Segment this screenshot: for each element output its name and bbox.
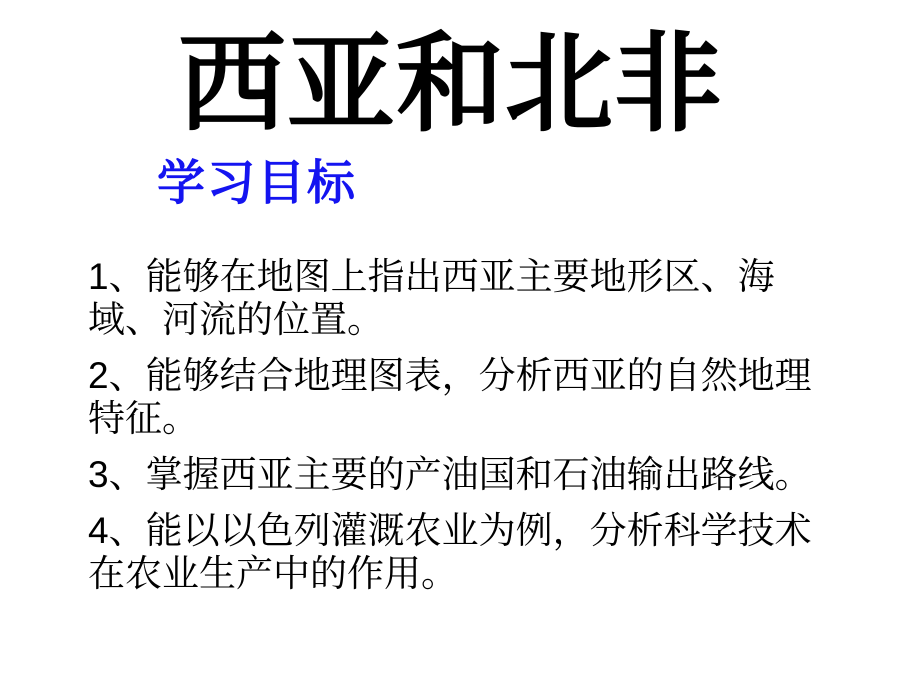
slide-subtitle: 学习目标 bbox=[157, 157, 358, 210]
slide-title: 西亚和北非 bbox=[178, 26, 724, 145]
objective-item-2: 2、能够结合地理图表，分析西亚的自然地理特征。 bbox=[88, 355, 812, 439]
objective-item-3: 3、掌握西亚主要的产油国和石油输出路线。 bbox=[88, 454, 812, 495]
objective-item-1: 1、能够在地图上指出西亚主要地形区、海域、河流的位置。 bbox=[88, 256, 775, 340]
objectives-list bbox=[88, 255, 836, 608]
objective-item-4: 4、能以以色列灌溉农业为例，分析科学技术在农业生产中的作用。 bbox=[88, 510, 812, 594]
